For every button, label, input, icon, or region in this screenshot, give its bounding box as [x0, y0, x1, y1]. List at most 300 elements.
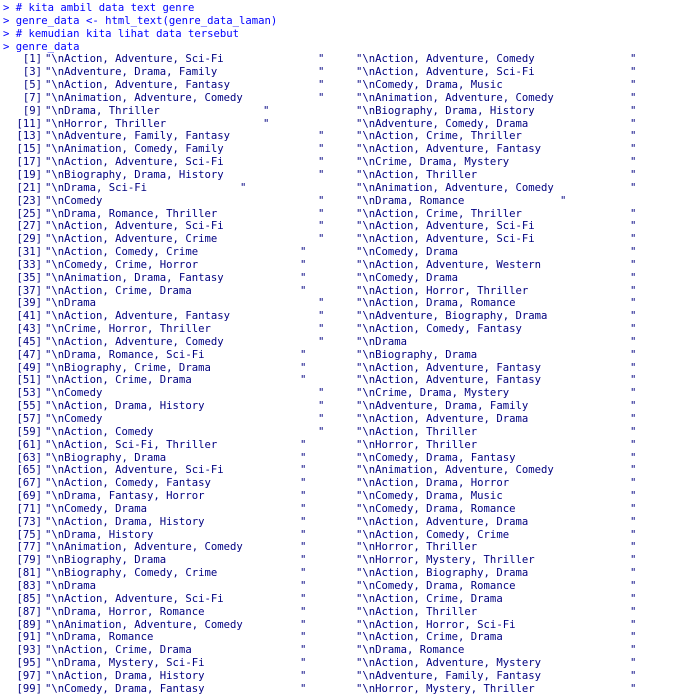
genre-value: "\nAction, Horror, Thriller — [356, 284, 529, 297]
genre-value: "\nAction, Adventure, Sci-Fi — [45, 464, 224, 477]
genre-value: "\nAction, Crime, Drama — [45, 284, 192, 297]
closing-quote: " — [318, 143, 325, 156]
console-output — [0, 53, 700, 695]
genre-value: "\nAction, Adventure, Sci-Fi — [45, 53, 224, 66]
row-index: [1] — [22, 53, 42, 66]
genre-value: "\nDrama, Romance, Thriller — [45, 207, 218, 220]
output-row — [0, 182, 700, 195]
row-index: [51] — [16, 374, 42, 387]
genre-value: "\nAction, Adventure, Fantasy — [356, 361, 541, 374]
row-index: [41] — [16, 310, 42, 323]
closing-quote: " — [318, 413, 325, 425]
output-row — [0, 105, 700, 118]
genre-value: "\nBiography, Crime, Drama — [45, 361, 211, 374]
genre-value: "\nAdventure, Comedy, Drama — [356, 117, 529, 130]
genre-value: "\nAction, Drama, Romance — [356, 297, 516, 310]
row-index: [15] — [16, 143, 42, 156]
row-index: [37] — [16, 284, 42, 297]
genre-value: "\nHorror, Thriller — [356, 541, 478, 554]
output-row — [0, 118, 700, 131]
closing-quote: " — [630, 168, 637, 181]
genre-value: "\nComedy, Drama — [356, 271, 459, 284]
genre-value: "\nBiography, Drama — [45, 554, 167, 567]
row-index: [71] — [16, 502, 42, 515]
output-row — [0, 310, 700, 323]
row-index: [13] — [16, 130, 42, 143]
closing-quote: " — [300, 618, 307, 631]
output-row — [0, 79, 700, 92]
closing-quote: " — [300, 271, 307, 284]
row-index: [25] — [16, 207, 42, 220]
output-row — [0, 413, 700, 426]
closing-quote: " — [318, 425, 325, 438]
closing-quote: " — [630, 425, 637, 438]
command-line — [3, 28, 700, 41]
row-index: [47] — [16, 348, 42, 361]
output-row — [0, 259, 700, 272]
closing-quote: " — [300, 528, 307, 541]
output-row — [0, 452, 700, 465]
row-index: [55] — [16, 400, 42, 413]
output-row — [0, 670, 700, 683]
genre-value: "\nAdventure, Drama, Family — [45, 66, 218, 79]
genre-value: "\nAction, Adventure, Fantasy — [45, 79, 230, 92]
closing-quote: " — [630, 644, 637, 657]
closing-quote: " — [300, 502, 307, 515]
closing-quote: " — [630, 592, 637, 605]
closing-quote: " — [630, 528, 637, 541]
output-row — [0, 657, 700, 670]
closing-quote: " — [630, 464, 637, 477]
row-index: [97] — [16, 669, 42, 682]
closing-quote: " — [630, 143, 637, 156]
closing-quote: " — [630, 297, 637, 310]
closing-quote: " — [318, 66, 325, 79]
genre-value: "\nHorror, Thriller — [45, 117, 167, 130]
genre-value: "\nAnimation, Adventure, Comedy — [356, 91, 554, 104]
row-index: [45] — [16, 335, 42, 348]
closing-quote: " — [630, 451, 637, 464]
output-row — [0, 233, 700, 246]
closing-quote: " — [630, 541, 637, 554]
command-text: genre_data — [15, 40, 80, 53]
closing-quote: " — [300, 644, 307, 657]
genre-value: "\nAction, Adventure, Fantasy — [356, 374, 541, 387]
row-index: [81] — [16, 567, 42, 580]
closing-quote: " — [263, 104, 270, 117]
output-row — [0, 297, 700, 310]
genre-value: "\nAction, Adventure, Mystery — [356, 657, 541, 670]
genre-value: "\nAdventure, Family, Fantasy — [356, 669, 541, 682]
output-row — [0, 169, 700, 182]
closing-quote: " — [630, 682, 637, 695]
genre-value: "\nDrama, Sci-Fi — [45, 181, 148, 194]
row-index: [73] — [16, 515, 42, 528]
closing-quote: " — [630, 181, 637, 194]
output-row — [0, 323, 700, 336]
genre-value: "\nComedy, Drama, Fantasy — [356, 451, 516, 464]
genre-value: "\nAction, Adventure, Fantasy — [356, 143, 541, 156]
genre-value: "\nComedy, Drama — [356, 246, 459, 259]
output-row — [0, 156, 700, 169]
genre-value: "\nCrime, Drama, Mystery — [356, 387, 510, 400]
prompt-symbol: > — [3, 27, 10, 40]
genre-value: "\nDrama, Thriller — [45, 104, 160, 117]
output-row — [0, 439, 700, 452]
closing-quote: " — [630, 233, 637, 246]
row-index: [93] — [16, 644, 42, 657]
output-row — [0, 400, 700, 413]
row-index: [53] — [16, 387, 42, 400]
closing-quote: " — [630, 413, 637, 425]
output-row — [0, 53, 700, 66]
closing-quote: " — [630, 554, 637, 567]
closing-quote: " — [318, 297, 325, 310]
closing-quote: " — [300, 657, 307, 670]
genre-value: "\nCrime, Horror, Thriller — [45, 323, 211, 336]
genre-value: "\nAction, Comedy, Fantasy — [356, 323, 522, 336]
genre-value: "\nComedy, Drama, Romance — [356, 579, 516, 592]
closing-quote: " — [630, 271, 637, 284]
row-index: [61] — [16, 438, 42, 451]
genre-value: "\nAction, Drama, History — [45, 400, 205, 413]
prompt-symbol: > — [3, 40, 10, 53]
row-index: [35] — [16, 271, 42, 284]
genre-value: "\nComedy, Drama, Fantasy — [45, 682, 205, 695]
closing-quote: " — [630, 567, 637, 580]
genre-value: "\nDrama, Romance, Sci-Fi — [45, 348, 205, 361]
closing-quote: " — [300, 477, 307, 490]
genre-value: "\nAnimation, Drama, Fantasy — [45, 271, 224, 284]
genre-value: "\nAction, Drama, History — [45, 669, 205, 682]
genre-value: "\nBiography, Drama — [356, 348, 478, 361]
closing-quote: " — [630, 130, 637, 143]
genre-value: "\nAction, Adventure, Sci-Fi — [356, 233, 535, 246]
closing-quote: " — [318, 233, 325, 246]
genre-value: "\nAction, Crime, Drama — [45, 374, 192, 387]
row-index: [75] — [16, 528, 42, 541]
genre-value: "\nBiography, Comedy, Crime — [45, 567, 218, 580]
genre-value: "\nDrama — [45, 297, 97, 310]
closing-quote: " — [630, 246, 637, 259]
command-text: genre_data <- html_text(genre_data_laman) — [15, 14, 278, 27]
closing-quote: " — [630, 323, 637, 336]
closing-quote: " — [630, 490, 637, 503]
output-row — [0, 490, 700, 503]
output-row — [0, 683, 700, 696]
genre-value: "\nComedy, Drama, Romance — [356, 502, 516, 515]
row-index: [85] — [16, 592, 42, 605]
closing-quote: " — [318, 130, 325, 143]
output-row — [0, 387, 700, 400]
closing-quote: " — [300, 348, 307, 361]
row-index: [63] — [16, 451, 42, 464]
genre-value: "\nAction, Crime, Thriller — [356, 207, 522, 220]
genre-value: "\nAction, Adventure, Drama — [356, 413, 529, 425]
row-index: [33] — [16, 258, 42, 271]
closing-quote: " — [318, 387, 325, 400]
genre-value: "\nAction, Adventure, Comedy — [356, 53, 535, 66]
genre-value: "\nDrama, Fantasy, Horror — [45, 490, 205, 503]
command-line — [3, 41, 700, 54]
closing-quote: " — [318, 207, 325, 220]
genre-value: "\nAnimation, Comedy, Family — [45, 143, 224, 156]
closing-quote: " — [630, 220, 637, 233]
closing-quote: " — [318, 335, 325, 348]
closing-quote: " — [630, 91, 637, 104]
genre-value: "\nDrama, Mystery, Sci-Fi — [45, 657, 205, 670]
output-row — [0, 362, 700, 375]
genre-value: "\nAction, Adventure, Fantasy — [45, 310, 230, 323]
genre-value: "\nAction, Thriller — [356, 168, 478, 181]
output-row — [0, 554, 700, 567]
genre-value: "\nBiography, Drama, History — [356, 104, 535, 117]
row-index: [27] — [16, 220, 42, 233]
genre-value: "\nComedy, Drama, Music — [356, 490, 503, 503]
row-index: [5] — [22, 79, 42, 92]
command-history — [0, 0, 700, 53]
closing-quote: " — [630, 348, 637, 361]
genre-value: "\nCrime, Drama, Mystery — [356, 156, 510, 169]
command-text: # kita ambil data text genre — [15, 2, 195, 14]
genre-value: "\nAnimation, Adventure, Comedy — [45, 91, 243, 104]
closing-quote: " — [300, 451, 307, 464]
closing-quote: " — [630, 438, 637, 451]
prompt-symbol: > — [3, 14, 10, 27]
closing-quote: " — [630, 79, 637, 92]
closing-quote: " — [300, 579, 307, 592]
genre-value: "\nAction, Crime, Drama — [356, 592, 503, 605]
output-row — [0, 529, 700, 542]
closing-quote: " — [630, 258, 637, 271]
genre-value: "\nAction, Adventure, Sci-Fi — [356, 220, 535, 233]
row-index: [91] — [16, 631, 42, 644]
closing-quote: " — [300, 374, 307, 387]
genre-value: "\nBiography, Drama — [45, 451, 167, 464]
genre-value: "\nAnimation, Adventure, Comedy — [45, 541, 243, 554]
row-index: [43] — [16, 323, 42, 336]
closing-quote: " — [630, 477, 637, 490]
closing-quote: " — [630, 400, 637, 413]
output-row — [0, 426, 700, 439]
closing-quote: " — [318, 53, 325, 66]
row-index: [39] — [16, 297, 42, 310]
output-row — [0, 66, 700, 79]
genre-value: "\nAction, Comedy, Crime — [356, 528, 510, 541]
closing-quote: " — [630, 53, 637, 66]
closing-quote: " — [318, 79, 325, 92]
genre-value: "\nAction, Crime, Drama — [356, 631, 503, 644]
prompt-symbol: > — [3, 2, 10, 14]
closing-quote: " — [630, 156, 637, 169]
genre-value: "\nDrama, History — [45, 528, 154, 541]
closing-quote: " — [300, 258, 307, 271]
row-index: [99] — [16, 682, 42, 695]
output-row — [0, 541, 700, 554]
genre-value: "\nAnimation, Adventure, Comedy — [356, 181, 554, 194]
row-index: [49] — [16, 361, 42, 374]
genre-value: "\nComedy, Drama — [45, 502, 148, 515]
genre-value: "\nAction, Thriller — [356, 605, 478, 618]
closing-quote: " — [630, 335, 637, 348]
closing-quote: " — [630, 117, 637, 130]
output-row — [0, 567, 700, 580]
closing-quote: " — [318, 91, 325, 104]
genre-value: "\nAction, Adventure, Sci-Fi — [45, 220, 224, 233]
output-row — [0, 580, 700, 593]
closing-quote: " — [300, 438, 307, 451]
closing-quote: " — [300, 284, 307, 297]
genre-value: "\nAction, Crime, Drama — [45, 644, 192, 657]
row-index: [69] — [16, 490, 42, 503]
genre-value: "\nDrama — [45, 579, 97, 592]
closing-quote: " — [240, 181, 247, 194]
row-index: [29] — [16, 233, 42, 246]
closing-quote: " — [630, 66, 637, 79]
closing-quote: " — [300, 515, 307, 528]
closing-quote: " — [318, 400, 325, 413]
closing-quote: " — [300, 631, 307, 644]
row-index: [59] — [16, 425, 42, 438]
row-index: [3] — [22, 66, 42, 79]
genre-value: "\nComedy — [45, 194, 103, 207]
closing-quote: " — [300, 361, 307, 374]
closing-quote: " — [318, 323, 325, 336]
closing-quote: " — [630, 669, 637, 682]
output-row — [0, 208, 700, 221]
genre-value: "\nDrama — [356, 335, 408, 348]
closing-quote: " — [630, 361, 637, 374]
genre-value: "\nAction, Adventure, Western — [356, 258, 541, 271]
row-index: [65] — [16, 464, 42, 477]
closing-quote: " — [318, 310, 325, 323]
genre-value: "\nHorror, Mystery, Thriller — [356, 682, 535, 695]
row-index: [67] — [16, 477, 42, 490]
genre-value: "\nDrama, Romance — [45, 631, 154, 644]
closing-quote: " — [630, 310, 637, 323]
genre-value: "\nComedy — [45, 413, 103, 425]
output-row — [0, 220, 700, 233]
row-index: [89] — [16, 618, 42, 631]
genre-value: "\nAction, Sci-Fi, Thriller — [45, 438, 218, 451]
closing-quote: " — [318, 168, 325, 181]
output-row — [0, 464, 700, 477]
closing-quote: " — [630, 657, 637, 670]
closing-quote: " — [630, 207, 637, 220]
genre-value: "\nAction, Adventure, Sci-Fi — [45, 156, 224, 169]
closing-quote: " — [560, 194, 567, 207]
row-index: [87] — [16, 605, 42, 618]
output-row — [0, 130, 700, 143]
output-row — [0, 631, 700, 644]
row-index: [79] — [16, 554, 42, 567]
closing-quote: " — [300, 592, 307, 605]
row-index: [95] — [16, 657, 42, 670]
closing-quote: " — [630, 284, 637, 297]
genre-value: "\nAdventure, Family, Fantasy — [45, 130, 230, 143]
genre-value: "\nAction, Drama, History — [45, 515, 205, 528]
genre-value: "\nBiography, Drama, History — [45, 168, 224, 181]
closing-quote: " — [630, 104, 637, 117]
closing-quote: " — [318, 220, 325, 233]
genre-value: "\nComedy — [45, 387, 103, 400]
output-row — [0, 195, 700, 208]
output-row — [0, 285, 700, 298]
genre-value: "\nDrama, Romance — [356, 194, 465, 207]
row-index: [17] — [16, 156, 42, 169]
genre-value: "\nAction, Horror, Sci-Fi — [356, 618, 516, 631]
output-row — [0, 246, 700, 259]
closing-quote: " — [300, 464, 307, 477]
closing-quote: " — [630, 605, 637, 618]
genre-value: "\nAction, Adventure, Comedy — [45, 335, 224, 348]
closing-quote: " — [300, 554, 307, 567]
output-row — [0, 349, 700, 362]
closing-quote: " — [318, 156, 325, 169]
genre-value: "\nComedy, Drama, Music — [356, 79, 503, 92]
genre-value: "\nHorror, Mystery, Thriller — [356, 554, 535, 567]
closing-quote: " — [300, 490, 307, 503]
closing-quote: " — [300, 669, 307, 682]
output-row — [0, 272, 700, 285]
row-index: [31] — [16, 246, 42, 259]
command-text: # kemudian kita lihat data tersebut — [15, 27, 240, 40]
output-row — [0, 143, 700, 156]
genre-value: "\nAction, Comedy, Fantasy — [45, 477, 211, 490]
genre-value: "\nAction, Crime, Thriller — [356, 130, 522, 143]
row-index: [7] — [22, 91, 42, 104]
genre-value: "\nAction, Drama, Horror — [356, 477, 510, 490]
closing-quote: " — [630, 374, 637, 387]
genre-value: "\nAction, Adventure, Sci-Fi — [45, 592, 224, 605]
genre-value: "\nAdventure, Drama, Family — [356, 400, 529, 413]
closing-quote: " — [630, 618, 637, 631]
row-index: [83] — [16, 579, 42, 592]
genre-value: "\nAction, Biography, Drama — [356, 567, 529, 580]
output-row — [0, 336, 700, 349]
genre-value: "\nHorror, Thriller — [356, 438, 478, 451]
genre-value: "\nAnimation, Adventure, Comedy — [356, 464, 554, 477]
output-row — [0, 516, 700, 529]
row-index: [9] — [22, 104, 42, 117]
output-row — [0, 606, 700, 619]
genre-value: "\nAction, Adventure, Sci-Fi — [356, 66, 535, 79]
closing-quote: " — [630, 579, 637, 592]
closing-quote: " — [300, 682, 307, 695]
closing-quote: " — [300, 567, 307, 580]
closing-quote: " — [318, 194, 325, 207]
output-row — [0, 374, 700, 387]
genre-value: "\nAction, Comedy — [45, 425, 154, 438]
closing-quote: " — [630, 515, 637, 528]
command-line — [3, 15, 700, 28]
genre-value: "\nAction, Comedy, Crime — [45, 246, 199, 259]
row-index: [77] — [16, 541, 42, 554]
genre-value: "\nAction, Thriller — [356, 425, 478, 438]
genre-value: "\nAction, Adventure, Drama — [356, 515, 529, 528]
closing-quote: " — [630, 631, 637, 644]
row-index: [19] — [16, 168, 42, 181]
row-index: [11] — [16, 117, 42, 130]
genre-value: "\nAnimation, Adventure, Comedy — [45, 618, 243, 631]
genre-value: "\nAction, Adventure, Crime — [45, 233, 218, 246]
row-index: [23] — [16, 194, 42, 207]
row-index: [57] — [16, 413, 42, 425]
command-line — [3, 2, 700, 15]
closing-quote: " — [300, 246, 307, 259]
genre-value: "\nDrama, Horror, Romance — [45, 605, 205, 618]
closing-quote: " — [263, 117, 270, 130]
